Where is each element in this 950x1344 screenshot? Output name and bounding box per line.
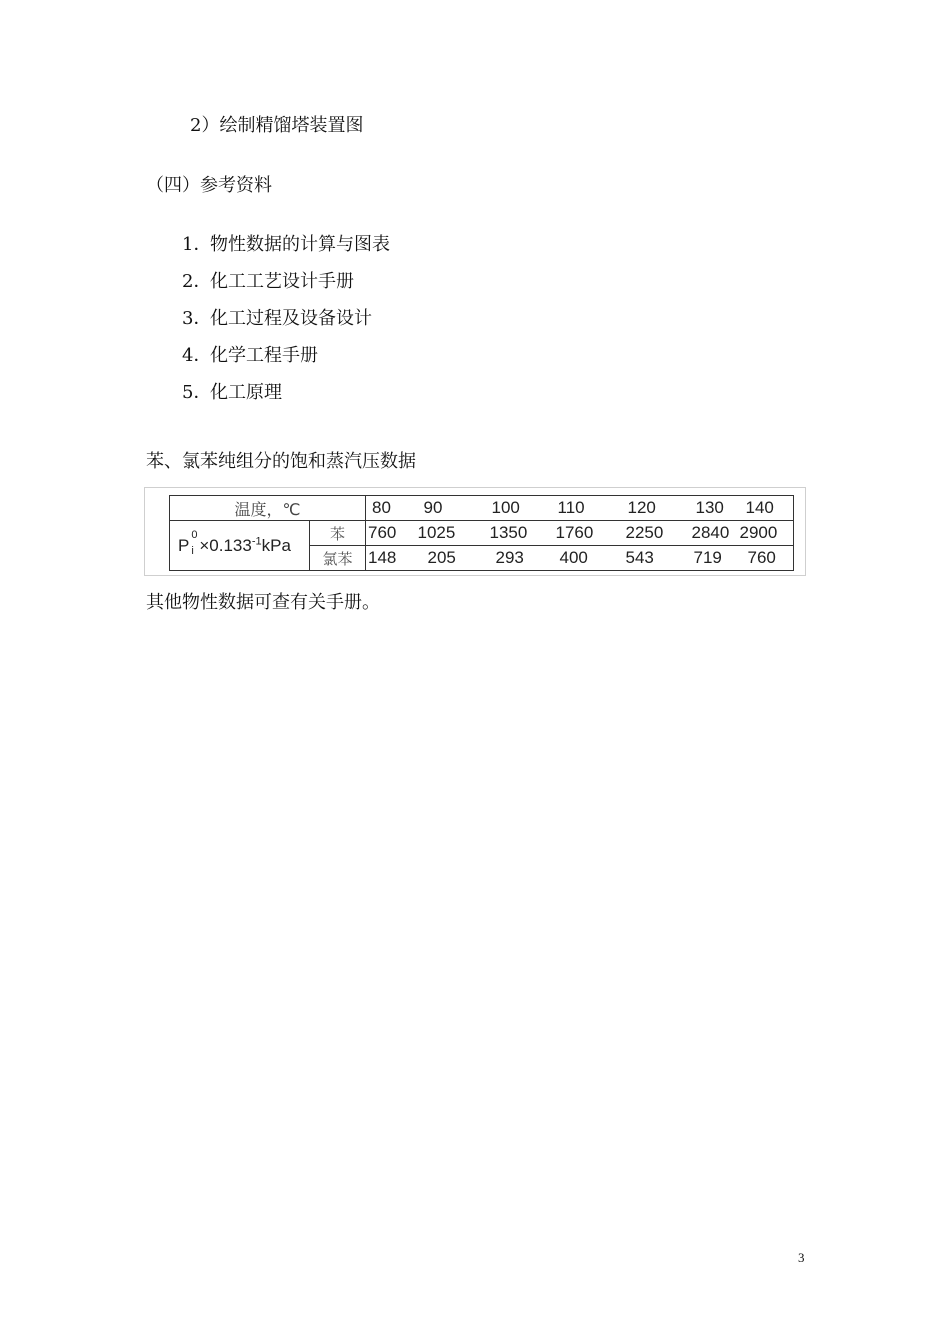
reference-title: 化工过程及设备设计 (210, 308, 372, 329)
table-row-benzene (170, 521, 794, 546)
temperature-cell: 80 (366, 496, 418, 521)
pressure-cell: 2250 (612, 521, 676, 546)
reference-item (182, 307, 372, 331)
subitem-draw-column: 2）绘制精馏塔装置图 (190, 115, 364, 136)
pressure-cell: 760 (366, 521, 418, 546)
temperature-cell: 140 (736, 496, 794, 521)
pressure-cell: 1350 (482, 521, 544, 546)
pressure-cell: 293 (482, 546, 544, 571)
pressure-cell: 400 (544, 546, 612, 571)
pressure-unit: kPa (261, 535, 291, 555)
vapor-pressure-table (169, 495, 794, 571)
temperature-cell: 90 (418, 496, 482, 521)
pressure-cell: 1025 (418, 521, 482, 546)
pressure-subscript: i (191, 544, 194, 557)
pressure-indices (189, 528, 199, 557)
reference-number: 4． (182, 345, 212, 366)
pressure-cell: 2840 (676, 521, 736, 546)
table-caption: 苯、氯苯纯组分的饱和蒸汽压数据 (146, 451, 416, 472)
reference-title: 物性数据的计算与图表 (210, 234, 390, 255)
reference-title: 化工原理 (210, 382, 282, 403)
temperature-header: 温度，℃ (170, 496, 366, 521)
pressure-symbol: P (178, 535, 190, 555)
reference-item (182, 270, 354, 294)
pressure-cell: 543 (612, 546, 676, 571)
temperature-cell: 100 (482, 496, 544, 521)
reference-item (182, 344, 318, 368)
pressure-exponent: -1 (251, 534, 262, 547)
table-row-temperature (170, 496, 794, 521)
reference-number: 1． (182, 234, 212, 255)
footer-note: 其他物性数据可查有关手册。 (146, 592, 380, 613)
component-benzene: 苯 (310, 521, 366, 546)
pressure-cell: 1760 (544, 521, 612, 546)
pressure-cell: 760 (736, 546, 794, 571)
reference-number: 5． (182, 382, 212, 403)
reference-title: 化学工程手册 (210, 345, 318, 366)
section-title-references: （四）参考资料 (146, 175, 272, 196)
reference-number: 3． (182, 308, 212, 329)
pressure-factor: ×0.133 (199, 535, 252, 555)
pressure-cell: 148 (366, 546, 418, 571)
page-number: 3 (798, 1250, 805, 1265)
pressure-superscript: 0 (191, 528, 198, 541)
component-chlorobenzene: 氯苯 (310, 546, 366, 571)
temperature-cell: 130 (676, 496, 736, 521)
pressure-cell: 719 (676, 546, 736, 571)
reference-item (182, 381, 282, 405)
pressure-cell: 205 (418, 546, 482, 571)
pressure-label (170, 521, 310, 571)
temperature-cell: 120 (612, 496, 676, 521)
reference-title: 化工工艺设计手册 (210, 271, 354, 292)
pressure-cell: 2900 (736, 521, 794, 546)
reference-number: 2． (182, 271, 212, 292)
reference-item (182, 233, 390, 257)
temperature-cell: 110 (544, 496, 612, 521)
